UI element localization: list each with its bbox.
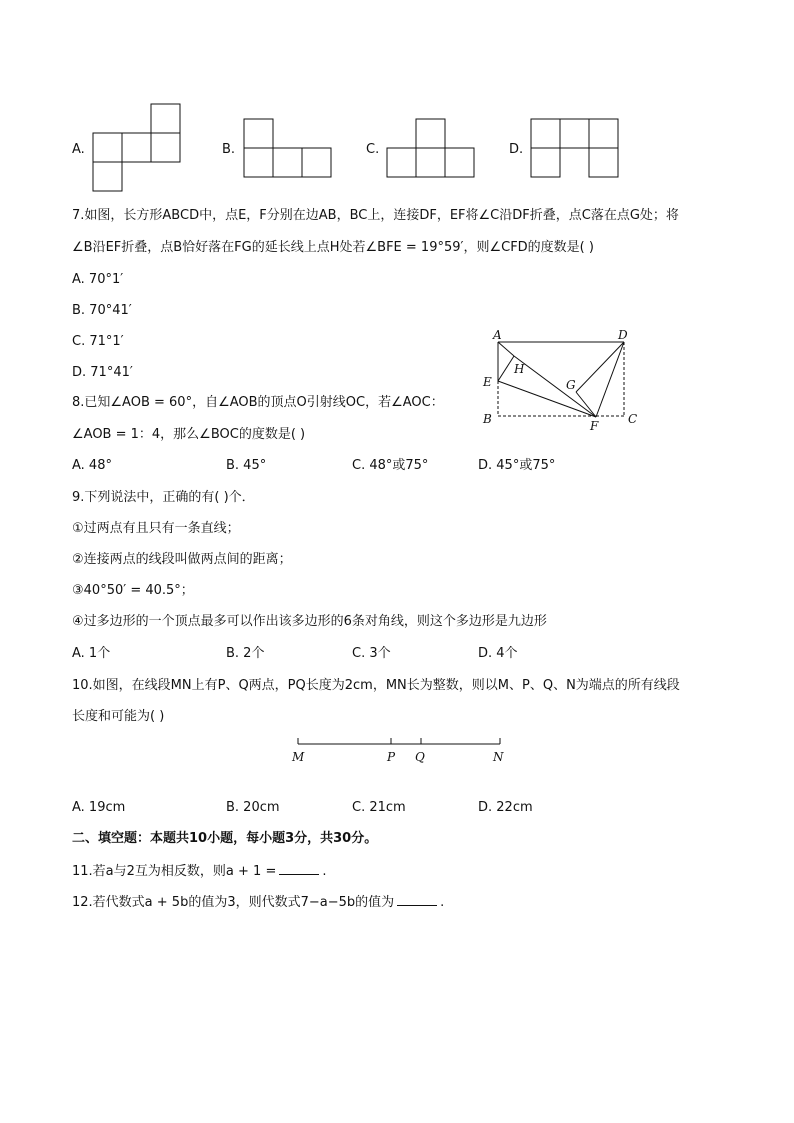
q10-stem-line2: 长度和可能为( ) xyxy=(72,709,165,724)
q7-label-e: E xyxy=(483,375,492,389)
q9-statement-3: ③40°50′ = 40.5°； xyxy=(72,583,194,598)
q7-label-c: C xyxy=(628,412,638,426)
q7-rectangle-figure xyxy=(478,326,648,436)
net-figure-a xyxy=(93,104,183,194)
q12-line xyxy=(72,893,444,912)
q7-stem-line1: 7.如图，长方形ABCD中，点E，F分别在边AB，BC上，连接DF，EF将∠C沿DF折叠，点C落在点G处；将 xyxy=(72,208,679,223)
q11-period: . xyxy=(322,864,327,879)
q12-text: 12.若代数式a + 5b的值为3，则代数式7−a−5b的值为 xyxy=(72,895,395,910)
q11-answer-blank[interactable] xyxy=(279,862,319,875)
q11-line xyxy=(72,862,326,881)
q10-label-q: Q xyxy=(415,750,425,764)
net-figure-c xyxy=(387,119,477,179)
q7-option-c: C. 71°1′ xyxy=(72,334,124,349)
q9-stem: 9.下列说法中，正确的有( )个． xyxy=(72,490,255,505)
q7-option-d: D. 71°41′ xyxy=(72,365,133,380)
q10-label-p: P xyxy=(387,750,396,764)
option-d-label: D. xyxy=(509,142,524,157)
q10-stem-line1: 10.如图，在线段MN上有P、Q两点，PQ长度为2cm，MN长为整数，则以M、P、Q、N为端点的所有线段 xyxy=(72,678,680,693)
q10-option-c: C. 21cm xyxy=(352,800,406,815)
option-c-label: C. xyxy=(366,142,380,157)
q9-option-c: C. 3个 xyxy=(352,646,391,661)
q7-label-g: G xyxy=(566,378,576,392)
q9-option-d: D. 4个 xyxy=(478,646,518,661)
q8-option-d: D. 45°或75° xyxy=(478,458,556,473)
q8-option-b: B. 45° xyxy=(226,458,267,473)
q7-option-b: B. 70°41′ xyxy=(72,303,132,318)
net-figure-d xyxy=(531,119,621,179)
q11-text: 11.若a与2互为相反数，则a + 1 = xyxy=(72,864,277,879)
q12-answer-blank[interactable] xyxy=(397,893,437,906)
q9-option-a: A. 1个 xyxy=(72,646,111,661)
q10-option-b: B. 20cm xyxy=(226,800,280,815)
q8-stem-line2: ∠AOB = 1：4，那么∠BOC的度数是( ) xyxy=(72,427,306,442)
q10-option-d: D. 22cm xyxy=(478,800,533,815)
q7-stem-line2: ∠B沿EF折叠，点B恰好落在FG的延长线上点H处若∠BFE = 19°59′，则∠CFD的度数是( ) xyxy=(72,240,594,255)
net-figure-b xyxy=(244,119,334,179)
q7-label-b: B xyxy=(483,412,492,426)
q7-label-a: A xyxy=(493,328,502,342)
section-2-title: 二、填空题：本题共10小题，每小题3分，共30分。 xyxy=(72,831,378,846)
q10-label-n: N xyxy=(493,750,504,764)
q10-segment-figure xyxy=(290,730,510,770)
option-b-label: B. xyxy=(222,142,236,157)
q7-label-d: D xyxy=(618,328,628,342)
q7-option-a: A. 70°1′ xyxy=(72,272,124,287)
q9-option-b: B. 2个 xyxy=(226,646,265,661)
q10-label-m: M xyxy=(292,750,305,764)
q7-label-h: H xyxy=(514,362,525,376)
q10-option-a: A. 19cm xyxy=(72,800,126,815)
q9-statement-2: ②连接两点的线段叫做两点间的距离； xyxy=(72,552,292,567)
q9-statement-1: ①过两点有且只有一条直线； xyxy=(72,521,240,536)
q9-statement-4: ④过多边形的一个顶点最多可以作出该多边形的6条对角线，则这个多边形是九边形 xyxy=(72,614,547,629)
q8-option-a: A. 48° xyxy=(72,458,112,473)
q8-stem-line1: 8.已知∠AOB = 60°，自∠AOB的顶点O引射线OC，若∠AOC： xyxy=(72,395,444,410)
q8-option-c: C. 48°或75° xyxy=(352,458,429,473)
option-a-label: A. xyxy=(72,142,85,157)
q7-label-f: F xyxy=(590,419,599,433)
q12-period: . xyxy=(440,895,445,910)
